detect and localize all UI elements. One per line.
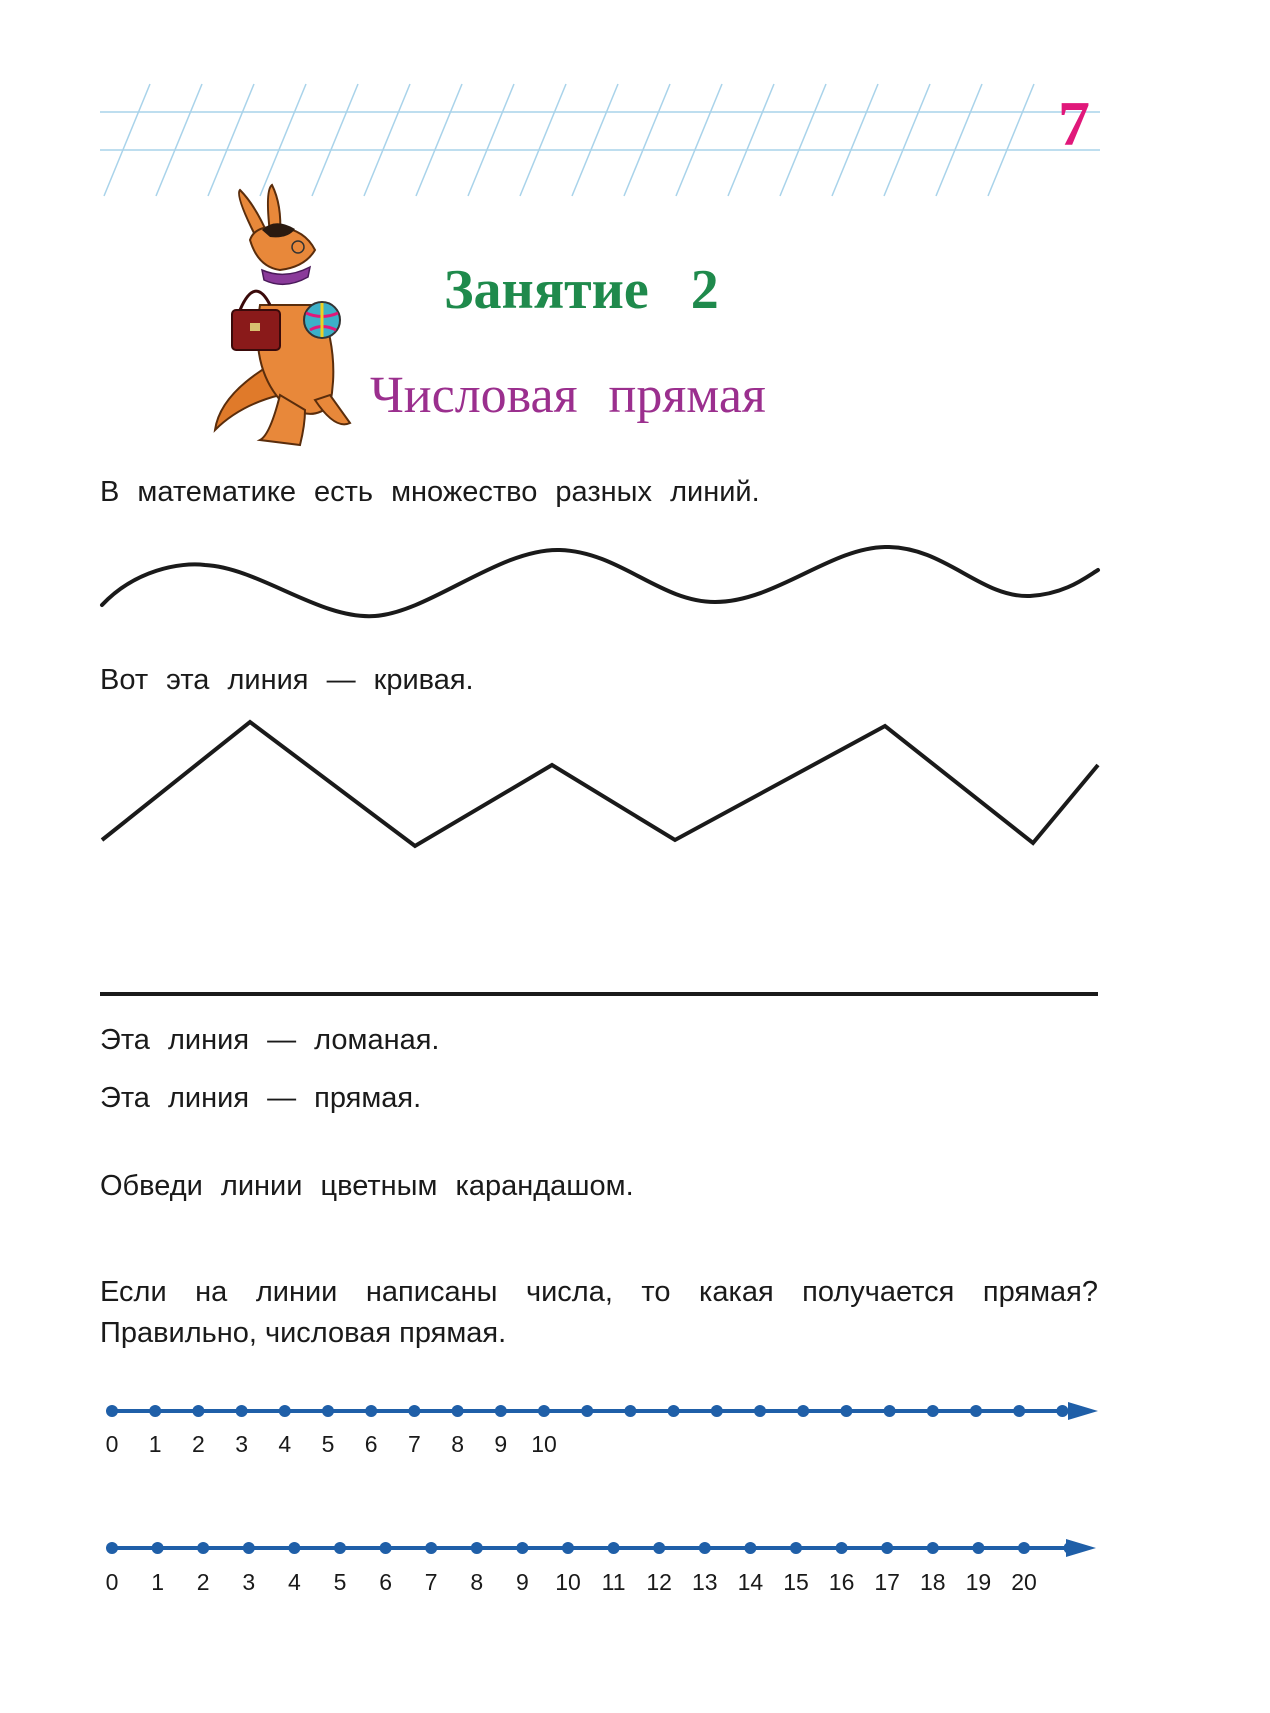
number-line-dot [1056,1405,1068,1417]
number-line-dot [836,1542,848,1554]
number-line-tick-label: 4 [278,1431,292,1457]
number-line-tick-label: 12 [646,1569,672,1595]
number-line-dot [243,1542,255,1554]
number-line-dot [608,1542,620,1554]
number-line-dot [425,1542,437,1554]
number-line-tick-label: 19 [965,1569,992,1595]
number-line-dot [516,1542,528,1554]
number-line-dot [699,1542,711,1554]
number-line-tick-label: 20 [1011,1569,1037,1595]
number-line-dot [538,1405,550,1417]
number-line-tick-label: 2 [196,1569,210,1595]
number-line-dot [197,1542,209,1554]
straight-caption: Эта линия — прямая. [100,1082,422,1114]
number-line-dot [408,1405,420,1417]
number-line-dot [279,1405,291,1417]
number-line-dot [840,1405,852,1417]
number-line-dot [711,1405,723,1417]
number-line-tick-label: 6 [379,1569,392,1595]
number-line-dot [192,1405,204,1417]
number-line-tick-label: 16 [828,1569,855,1595]
number-line-dot [495,1405,507,1417]
number-line-dot [624,1405,636,1417]
number-line-dot [927,1542,939,1554]
number-line-tick-label: 9 [494,1431,508,1457]
lesson-title: Занятие 2 [444,259,719,321]
number-line-tick-label: 0 [105,1431,119,1457]
number-line-dot [790,1542,802,1554]
number-line-dot [334,1542,346,1554]
number-line-dot [970,1405,982,1417]
number-line-tick-label: 10 [555,1569,581,1595]
number-line-dot [797,1405,809,1417]
number-line-dot [106,1542,118,1554]
number-line-dot [581,1405,593,1417]
number-line-dot [471,1542,483,1554]
topic-title: Числовая прямая [370,367,766,424]
broken-caption: Эта линия — ломаная. [100,1024,440,1056]
number-line-tick-label: 18 [920,1569,946,1595]
number-line-dot [149,1405,161,1417]
number-line-dot [972,1542,984,1554]
number-line-arrow-1 [1068,1402,1098,1420]
number-line-dot [744,1542,756,1554]
number-line-tick-label: 8 [451,1431,464,1457]
number-line-tick-label: 7 [424,1569,438,1595]
number-line-dot [365,1405,377,1417]
number-line-tick-label: 3 [242,1569,256,1595]
number-line-dot [152,1542,164,1554]
number-line-dot [236,1405,248,1417]
number-line-tick-label: 9 [516,1569,529,1595]
number-line-tick-label: 5 [321,1431,335,1457]
number-line-tick-label: 1 [148,1431,162,1457]
number-line-tick-label: 4 [288,1569,301,1595]
number-line-tick-label: 11 [601,1569,626,1595]
number-line-tick-label: 17 [874,1569,900,1595]
page-number: 7 [1058,88,1090,159]
number-line-tick-label: 5 [333,1569,347,1595]
number-line-tick-label: 7 [408,1431,421,1457]
question-text: Если на линии написаны числа, то какая получается прямая? Правильно, числовая прямая. [100,1276,1098,1349]
number-line-tick-label: 1 [151,1569,164,1595]
number-line-tick-label: 14 [737,1569,764,1595]
number-line-tick-label: 3 [235,1431,248,1457]
number-line-dot [1064,1542,1076,1554]
number-line-tick-label: 10 [531,1431,557,1457]
number-line-dot [668,1405,680,1417]
task-text: Обведи линии цветным карандашом. [100,1170,634,1202]
number-line-dot [927,1405,939,1417]
number-line-tick-label: 15 [783,1569,809,1595]
number-line-tick-label: 8 [470,1569,484,1595]
number-line-dot [380,1542,392,1554]
number-line-dot [1013,1405,1025,1417]
number-line-dot [1018,1542,1030,1554]
number-line-dot [322,1405,334,1417]
number-line-dot [881,1542,893,1554]
intro-text: В математике есть множество разных линий. [100,476,760,508]
number-line-tick-label: 0 [105,1569,119,1595]
number-line-tick-label: 2 [192,1431,205,1457]
number-line-dot [452,1405,464,1417]
number-line-dot [562,1542,574,1554]
curve-caption: Вот эта линия — кривая. [100,664,474,696]
number-line-tick-label: 13 [692,1569,718,1595]
number-line-dot [653,1542,665,1554]
number-line-dot [288,1542,300,1554]
number-line-dot [106,1405,118,1417]
number-line-dot [884,1405,896,1417]
number-line-tick-label: 6 [364,1431,378,1457]
number-line-dot [754,1405,766,1417]
